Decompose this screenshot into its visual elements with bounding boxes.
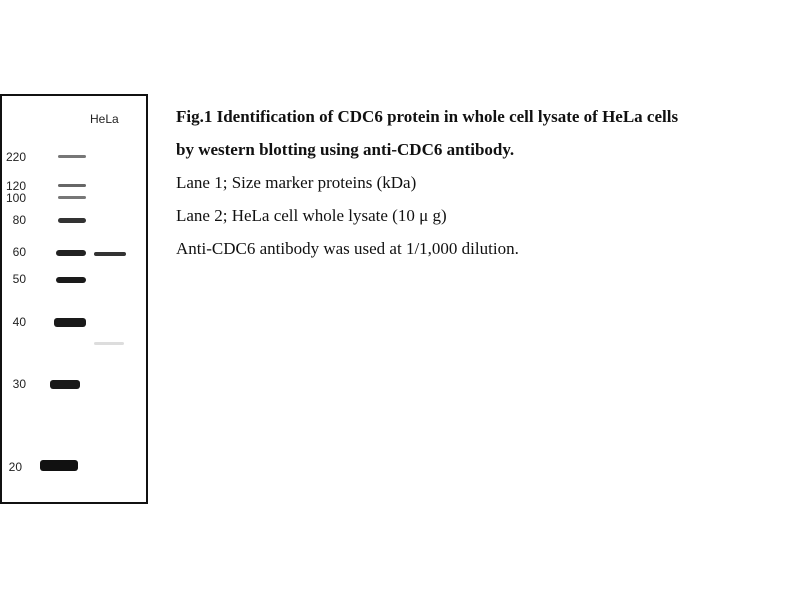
marker-band-220: [58, 155, 86, 158]
blot-frame-top: [0, 94, 148, 96]
marker-label-120: 120: [5, 179, 26, 193]
caption-dilution: Anti-CDC6 antibody was used at 1/1,000 dilution.: [176, 239, 519, 258]
marker-label-40: 40: [12, 315, 26, 329]
marker-band-50: [56, 277, 86, 283]
lane-label-hela: HeLa: [90, 112, 119, 126]
marker-label-20: 20: [8, 460, 22, 474]
marker-label-80: 80: [12, 213, 26, 227]
marker-band-60: [56, 250, 86, 256]
figure-caption: [176, 100, 796, 265]
marker-label-50: 50: [12, 272, 26, 286]
marker-label-60: 60: [12, 245, 26, 259]
marker-band-30: [50, 380, 80, 389]
caption-title-line2: by western blotting using anti-CDC6 antibody.: [176, 140, 515, 159]
hela-band-cdc6: [94, 252, 126, 256]
marker-band-120: [58, 184, 86, 187]
hela-band-faint: [94, 342, 124, 345]
caption-lane2: Lane 2; HeLa cell whole lysate (10 μ g): [176, 206, 447, 225]
marker-band-80: [58, 218, 86, 223]
caption-title-line1: Fig.1 Identification of CDC6 protein in whole cell lysate of HeLa cells: [176, 107, 679, 126]
marker-label-100: 100: [5, 191, 26, 205]
marker-band-20: [40, 460, 78, 471]
marker-label-220: 220: [5, 150, 26, 164]
marker-label-30: 30: [12, 377, 26, 391]
marker-band-100: [58, 196, 86, 199]
marker-band-40: [54, 318, 86, 327]
western-blot-image: [0, 94, 148, 504]
caption-lane1: Lane 1; Size marker proteins (kDa): [176, 173, 417, 192]
